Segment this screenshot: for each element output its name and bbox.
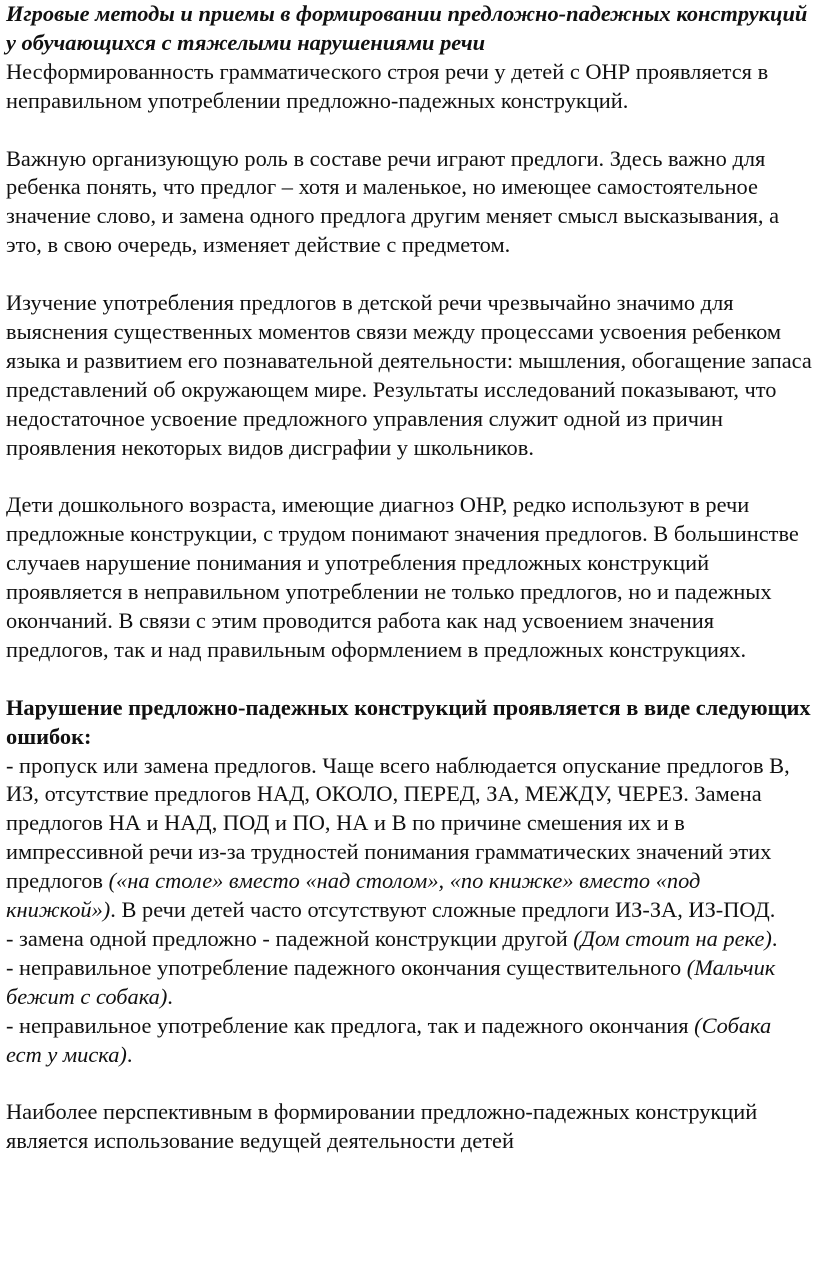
error-item-2 (6, 926, 777, 951)
error-item-text: - пропуск или замена предлогов. Чаще всего наблюдается опускание предлогов В, ИЗ, отсутствие предлогов НАД, ОКОЛО, ПЕРЕД, ЗА, МЕЖДУ, ЧЕРЕЗ. Замена предлогов НА и НАД, ПОД и ПО, НА и В по причине смешения их и в импрессивной речи из-за трудностей понимания грамматических значений этих предлогов (6, 752, 790, 894)
error-item-text-end: . (771, 925, 778, 951)
paragraph-2: Важную организующую роль в составе речи играют предлоги. Здесь важно для ребенка понять, что предлог – хотя и маленькое, но имеющее самостоятельное значение слово, и замена одного предлога другим меняет смысл высказывания, а это, в свою очередь, изменяет действие с предметом. (6, 145, 780, 258)
error-item-text-end: . (167, 983, 173, 1009)
error-item-text-end: . (126, 1041, 133, 1067)
document-title: Игровые методы и приемы в формировании предложно-падежных конструкций у обучающихся с тяжелыми нарушениями речи (6, 1, 808, 55)
error-item-text: - неправильное употребление падежного окончания существительного (6, 954, 687, 980)
intro-paragraph: Несформированность грамматического строя речи у детей с ОНР проявляется в неправильном употреблении предложно-падежных конструкций. (6, 58, 769, 113)
error-item-text: - неправильное употребление как предлога, так и падежного окончания (6, 1012, 695, 1038)
error-item-text: - замена одной предложно - падежной конструкции другой (6, 925, 574, 951)
paragraph-last: Наиболее перспективным в формировании предложно-падежных конструкций является использование ведущей деятельности детей (6, 1099, 758, 1154)
paragraph-4: Дети дошкольного возраста, имеющие диагноз ОНР, редко используют в речи предложные конструкции, с трудом понимают значения предлогов. В большинстве случаев нарушение понимания и употребления предложных конструкций проявляется в неправильном употреблении не только предлогов, но и падежных окончаний. В связи с этим проводится работа как над усвоением значения предлогов, так и над правильным оформлением в предложных конструкциях. (6, 492, 799, 662)
intro-block (6, 0, 812, 116)
error-item-example: («на столе» вместо «над столом», «по книжке» вместо «под книжкой») (6, 868, 701, 923)
error-item-4 (6, 1013, 771, 1067)
error-item-3 (6, 955, 775, 1009)
error-item-example: (Собака ест у миска) (6, 1012, 772, 1067)
error-item-example: (Дом стоит на реке) (573, 925, 772, 951)
errors-block (6, 694, 812, 1070)
error-item-text-end: . В речи детей часто отсутствуют сложные предлоги ИЗ-ЗА, ИЗ-ПОД. (110, 897, 776, 923)
error-item-1 (6, 753, 790, 923)
paragraph-3: Изучение употребления предлогов в детской речи чрезвычайно значимо для выяснения существенных моментов связи между процессами усвоения ребенком языка и развитием его познавательной деятельности: мышления, обогащение запаса представлений об окружающем мире. Результаты исследований показывают, что недостаточное усвоение предложного управления служит одной из причин проявления некоторых видов дисграфии у школьников. (6, 290, 812, 460)
error-item-example: (Мальчик бежит с собака) (6, 954, 776, 1009)
errors-heading: Нарушение предложно-падежных конструкций проявляется в виде следующих ошибок: (6, 694, 811, 749)
